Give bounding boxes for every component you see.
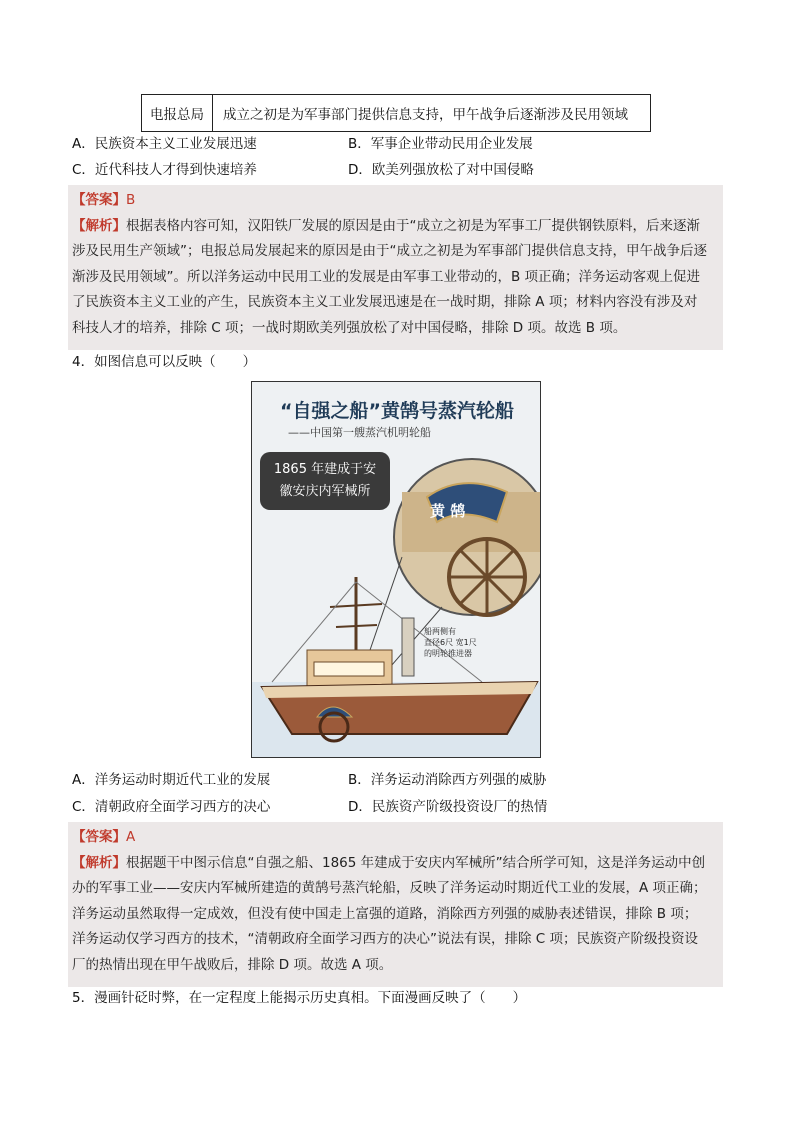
fan-plaque-text: 黄 鹄: [430, 502, 466, 520]
poster-note-line-2: 直径6尺 宽1尺: [424, 638, 477, 647]
q3-analysis-line-2: 涉及民用生产领域”；电报总局发展起来的原因是由于“成立之初是为军事部门提供信息支持，甲午战争后逐: [72, 243, 707, 259]
smokestack: [402, 618, 414, 676]
q3-option-c[interactable]: C．近代科技人才得到快速培养: [72, 162, 257, 178]
q4-option-d[interactable]: D．民族资产阶级投资设厂的热情: [348, 799, 548, 815]
paddle-wheel-spokes: [449, 539, 525, 615]
q4-analysis-line-3: 洋务运动虽然取得一定成效，但没有使中国走上富强的道路，消除西方列强的威胁表述错误，排除 B 项；: [72, 905, 698, 922]
q3-option-b[interactable]: B．军事企业带动民用企业发展: [348, 136, 533, 152]
poster-badge-line-2: 徽安庆内军械所: [279, 484, 371, 499]
poster-note-line-1: 船两侧有: [424, 627, 456, 636]
q3-option-a[interactable]: A．民族资本主义工业发展迅速: [72, 136, 257, 152]
q3-answer-value: B: [126, 192, 136, 208]
q4-answer-tag: 【答案】: [72, 829, 126, 845]
q3-analysis-line-4: 了民族资本主义工业的产生，民族资本主义工业发展迅速是在一战时期，排除 A 项；材料内容没有涉及对: [72, 294, 698, 310]
q3-analysis-line-1: 根据表格内容可知，汉阳铁厂发展的原因是由于“成立之初是为军事工厂提供钢铁原料，后来逐渐: [126, 217, 700, 234]
q4-option-a[interactable]: A．洋务运动时期近代工业的发展: [72, 772, 271, 788]
table-cell-content: 成立之初是为军事部门提供信息支持，甲午战争后逐渐涉及民用领域: [223, 107, 628, 123]
poster-illustration: [252, 382, 541, 758]
q3-option-d[interactable]: D．欧美列强放松了对中国侵略: [348, 162, 534, 178]
poster-subtitle: ——中国第一艘蒸汽机明轮船: [288, 426, 431, 439]
q4-option-b[interactable]: B．洋务运动消除西方列强的威胁: [348, 772, 547, 788]
q4-analysis-tag: 【解析】: [72, 854, 126, 871]
q4-analysis-line-4: 洋务运动仅学习西方的技术，“清朝政府全面学习西方的决心”说法有误，排除 C 项；民族资产阶级投资设: [72, 931, 698, 947]
cabin-windows: [314, 662, 384, 676]
poster-note: [424, 626, 477, 659]
poster-title: “自强之船”黄鹄号蒸汽轮船: [280, 400, 514, 422]
q4-stem: 4．如图信息可以反映（ ）: [72, 354, 257, 370]
q3-answer-line: [68, 185, 723, 214]
poster-note-line-3: 的明轮推进器: [424, 649, 472, 658]
q4-option-c[interactable]: C．清朝政府全面学习西方的决心: [72, 799, 271, 815]
q4-analysis-line-5: 厂的热情出现在甲午战败后，排除 D 项。故选 A 项。: [72, 956, 393, 973]
q4-answer-line: [68, 822, 723, 851]
q3-answer-tag: 【答案】: [72, 192, 126, 208]
q4-analysis: [68, 851, 723, 979]
q4-answer-value: A: [126, 829, 136, 845]
q5-stem: 5．漫画针砭时弊，在一定程度上能揭示历史真相。下面漫画反映了（ ）: [72, 990, 527, 1006]
table-cell-label: 电报总局: [142, 95, 213, 131]
yard-2: [336, 625, 377, 627]
q4-analysis-line-1: 根据题干中图示信息“自强之船、1865 年建成于安庆内军械所”结合所学可知，这是洋务运动中创: [126, 854, 706, 871]
q3-answer-block: [68, 185, 723, 350]
q3-analysis-line-5: 科技人才的培养，排除 C 项；一战时期欧美列强放松了对中国侵略，排除 D 项。故选 B 项。: [72, 319, 627, 336]
q4-answer-block: [68, 822, 723, 987]
q3-analysis-line-3: 渐涉及民用领域”。所以洋务运动中民用工业的发展是由军事工业带动的，B 项正确；洋务运动客观上促进: [72, 268, 701, 285]
q4-analysis-line-2: 办的军事工业——安庆内军械所建造的黄鹄号蒸汽轮船，反映了洋务运动时期近代工业的发展，A 项正确；: [72, 880, 707, 896]
q3-analysis: [68, 214, 723, 342]
table-row: [141, 94, 651, 132]
q3-analysis-tag: 【解析】: [72, 217, 126, 234]
poster-badge-line-1: 1865 年建成于安: [273, 462, 377, 477]
steamship-poster: [251, 381, 541, 758]
